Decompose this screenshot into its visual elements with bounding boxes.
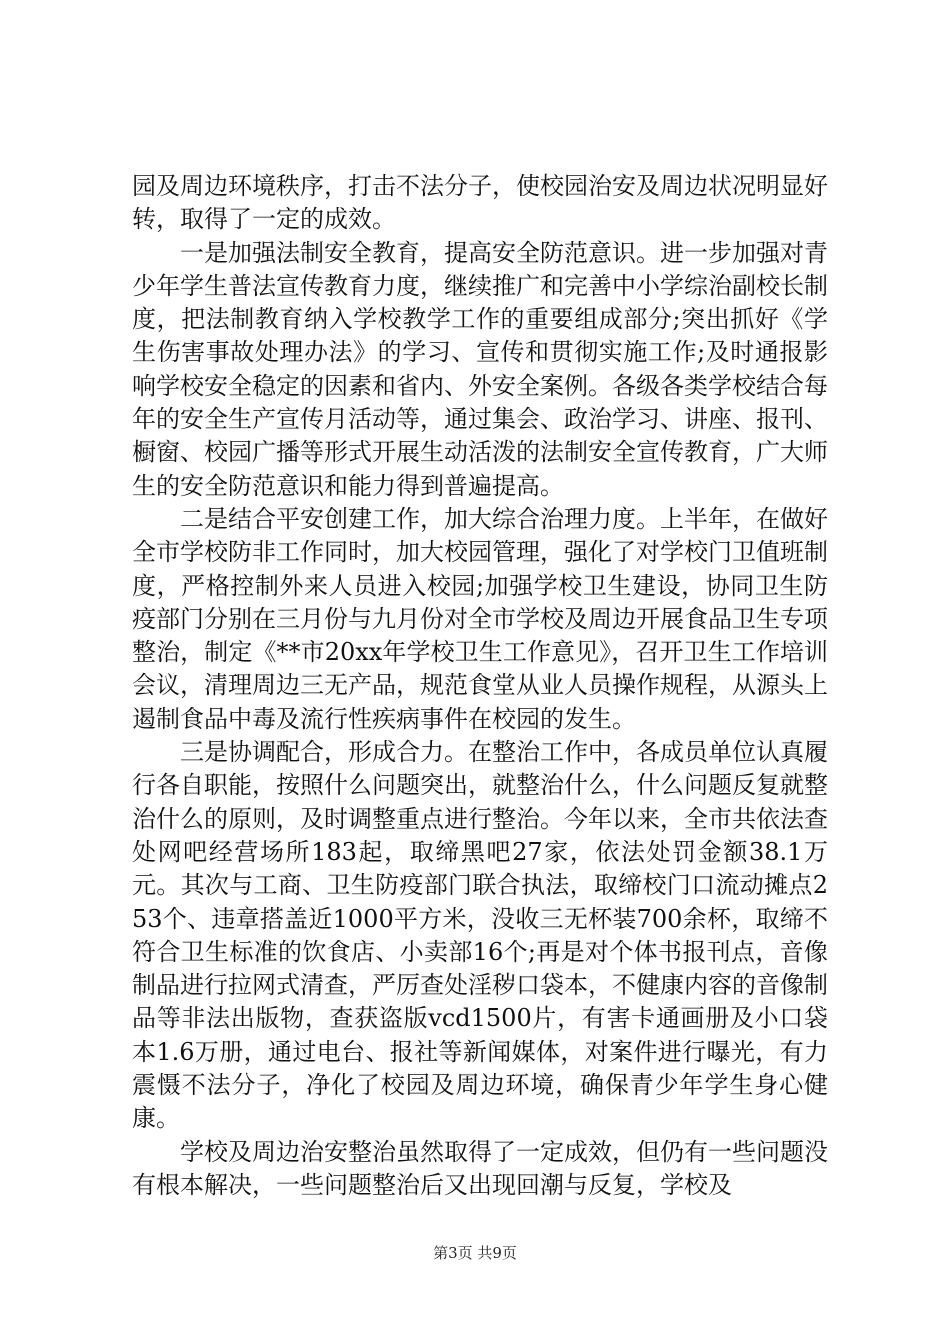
- paragraph-comprehensive-governance: 二是结合平安创建工作，加大综合治理力度。上半年，在做好全市学校防非工作同时，加大校园管理，强化了对学校门卫值班制度，严格控制外来人员进入校园;加强学校卫生建设，协同卫生防疫部门分别在三月份与九月份对全市学校及周边开展食品卫生专项整治，制定《**市20xx年学校卫生工作意见》，召开卫生工作培训会议，清理周边三无产品，规范食堂从业人员操作规程，从源头上遏制食品中毒及流行性疾病事件在校园的发生。: [132, 504, 828, 733]
- paragraph-legal-safety-education: 一是加强法制安全教育，提高安全防范意识。进一步加强对青少年学生普法宣传教育力度，继续推广和完善中小学综治副校长制度，把法制教育纳入学校教学工作的重要组成部分;突出抓好《学生伤害事故处理办法》的学习、宣传和贯彻实施工作;及时通报影响学校安全稳定的因素和省内、外安全案例。各级各类学校结合每年的安全生产宣传月活动等，通过集会、政治学习、讲座、报刊、橱窗、校园广播等形式开展生动活泼的法制安全宣传教育，广大师生的安全防范意识和能力得到普遍提高。: [132, 238, 828, 500]
- document-body: [132, 170, 828, 1202]
- page-footer: 第3页 共9页: [433, 1244, 517, 1262]
- paragraph-remaining-problems: 学校及周边治安整治虽然取得了一定成效，但仍有一些问题没有根本解决，一些问题整治后又出现回潮与反复，学校及: [132, 1137, 828, 1199]
- paragraph-continuation: 园及周边环境秩序，打击不法分子，使校园治安及周边状况明显好转，取得了一定的成效。: [132, 172, 828, 234]
- paragraph-coordination: 三是协调配合，形成合力。在整治工作中，各成员单位认真履行各自职能，按照什么问题突出，就整治什么，什么问题反复就整治什么的原则，及时调整重点进行整治。今年以来，全市共依法查处网吧经营场所183起，取缔黑吧27家，依法处罚金额38.1万元。其次与工商、卫生防疫部门联合执法，取缔校门口流动摊点253个、违章搭盖近1000平方米，没收三无杯装700余杯，取缔不符合卫生标准的饮食店、小卖部16个;再是对个体书报刊点，音像制品进行拉网式清查，严厉查处淫秽口袋本，不健康内容的音像制品等非法出版物，查获盗版vcd1500片，有害卡通画册及小口袋本1.6万册，通过电台、报社等新闻媒体，对案件进行曝光，有力震慑不法分子，净化了校园及周边环境，确保青少年学生身心健康。: [132, 738, 828, 1133]
